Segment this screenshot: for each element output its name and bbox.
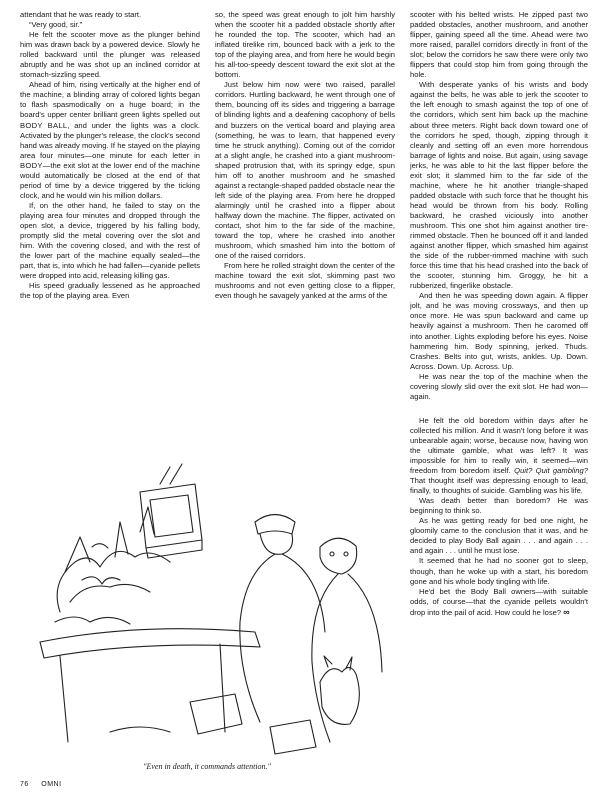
counter-table <box>40 629 260 742</box>
paragraph <box>20 80 200 201</box>
paragraph: His speed gradually lessened as he approached the top of the playing area. Even <box>20 281 200 301</box>
cartoon-caption: "Even in death, it commands attention." <box>143 762 271 771</box>
floor-papers <box>110 694 316 754</box>
paragraph: He was near the top of the machine when the covering slowly slid over the exit slot. He had won—again. <box>410 371 588 401</box>
page-number: 76 <box>20 781 29 788</box>
paragraph: As he was getting ready for bed one night, he gloomily came to the conclusion that it was, and he decided to play Body Ball again . . . and again . . . and again . . . until he must lose. <box>410 516 588 556</box>
magazine-name: OMNI <box>41 781 62 788</box>
paragraph: attendant that he was ready to start. <box>20 10 142 19</box>
italic-text: Quit? Quit gambling? <box>514 466 588 476</box>
paragraph: “Very good, sir.” <box>29 20 83 30</box>
text-run: That thought itself was depressing enough to lead, finally, to thoughts of suicide. Gambling was his life. <box>410 476 588 496</box>
paragraph: From here he rolled straight down the center of the machine toward the exit slot, skimming past two mushrooms and not even getting close to a flipper, even though he savagely yanked at the arms of the <box>215 261 395 301</box>
paragraph: so, the speed was great enough to jolt him harshly when the scooter hit a padded obstacle shortly after he rounded the top. The scooter, which had an inflated tirelike rim, bounced back with a jerk to the top of the playing area, and from here he would begin his all-too-speedy descent toward the exit slot at the bottom. <box>215 10 395 80</box>
cartoon-illustration <box>20 462 394 762</box>
paragraph: He felt the scooter move as the plunger behind him was drawn back by a powered device. Slowly he rolled backward until the plunger was released abruptly and he was shot up an inclined corridor at stomach-sizzling speed. <box>20 30 200 80</box>
paragraph <box>410 416 588 496</box>
paragraph: Just below him now were two raised, parallel corridors. Hurtling backward, he went through one of them, bouncing off its sides and triggering a barrage of blinding lights and a deafening cacophony of bells and buzzers on the vertical board and playing area (something, he was to learn, that happened every time he struck anything). Coming out of the corridor at a slight angle, he crashed into a giant mushroom-shaped protrusion that, with its springy edge, spun him off to another mushroom and he smashed against a rectangle-shaped padded obstacle near the left side of the playing area. From here he dropped alarmingly until he crashed into a flipper about halfway down the machine. The flipper, activated on contact, shot him to the far side of the machine, toward the top, where he crashed into another mushroom, which smashed him into the bottom of one of the raised corridors. <box>215 80 395 261</box>
text-run: —the exit slot at the lower end of the machine would automatically be closed at the end of that period of time by a device triggered by the ticking clock, and he would win his million dollars. <box>20 160 200 200</box>
paragraph: If, on the other hand, he failed to stay on the playing area four minutes and dropped through the open slot, a device, triggered by his falling body, promptly slid the metal covering over the slot and him. With the covering closed, and with the rest of the lower part of the machine equally sealed—the part, that is, into which he had fallen—cyanide pellets were dropped into acid, releasing killing gas. <box>20 200 200 281</box>
page-footer <box>20 781 72 788</box>
debris-pile <box>55 507 170 624</box>
column-2 <box>215 10 395 460</box>
column-1 <box>20 10 200 460</box>
small-caps-text: BODY <box>20 160 43 170</box>
paragraph: It seemed that he had no sooner got to sleep, though, than he woke up with a start, his boredom gone and his whole body tingling with life. <box>410 556 588 586</box>
small-caps-text: BODY BALL <box>20 120 68 130</box>
paragraph: scooter with his belted wrists. He zipped past two padded obstacles, another mushroom, and another flipper, gaining speed all the time. Ahead were two more raised, parallel corridors directly in front of the slot; below the corridors he saw there were only two flippers that could stop him from going through the hole. <box>410 10 588 80</box>
column-3 <box>410 10 588 768</box>
text-run: He felt the old boredom within days after he collected his million. And it wasn't long before it was unbearable again; worse, because now, having won the ultimate gamble, what was left? It was impossible for him to really win, it seemed—win freedom from boredom itself. <box>410 415 588 476</box>
text-run: He'd bet the Body Ball owners—with suitable odds, of course—that the cyanide pellets wouldn't drop into the pail of acid. How could he lose? <box>410 586 588 617</box>
paragraph: With desperate yanks of his wrists and body against the belts, he was able to jerk the scooter to the left enough to smash against the top of one of the corridors, which sent him back up the machine about three meters. Right back down toward one of the corridors he sped, though, zipping through it cleanly and setting off an even more horrendous barrage of lights and noise. But again, using savage jerks, he was able to hit the last flipper before the exit slot; it slammed him to the far side of the machine, where he hit another triangle-shaped padded obstacle with such force that he thought his head would be thrown from his body. Rolling backward, he crashed viciously into another mushroom. This one shot him against another tire-rimmed obstacle. Then he bounced off it and landed against another flipper, which smashed him against the side of the rubber-rimmed machine with such force this time that his head crashed into the back of the scooter, stunning him. Groggy, he hit a rubberized, fingerlike obstacle. <box>410 80 588 291</box>
paragraph: And then he was speeding down again. A flipper jolt, and he was moving crossways, and then up once more. He was spun backward and came up heavily against a mushroom. Then he caromed off into another. Lights exploding before his eyes. Noise hammering him. Body spinning, jerked. Thuds. Crashes. Belts into gut, wrists, ankles. Up. Down. Across. Down. Up. Across. Up. <box>410 291 588 371</box>
text-run: , and under the lights was a clock. Activated by the plunger's release, the clock's second hand was already moving. If he stayed on the playing area four minutes—one minute for each letter in <box>20 120 200 160</box>
figure-bald <box>312 538 382 742</box>
end-mark-icon: ∞ <box>563 606 570 617</box>
figure-with-cap <box>240 515 325 723</box>
cat <box>320 656 359 724</box>
text-run: Ahead of him, rising vertically at the higher end of the machine, a blinding array of colored lights began to flash spasmodically on a huge board; in the board's upper center brilliant green lights spelled out <box>20 80 200 120</box>
paragraph <box>410 587 588 618</box>
paragraph: Was death better than boredom? He was beginning to think so. <box>410 496 588 516</box>
